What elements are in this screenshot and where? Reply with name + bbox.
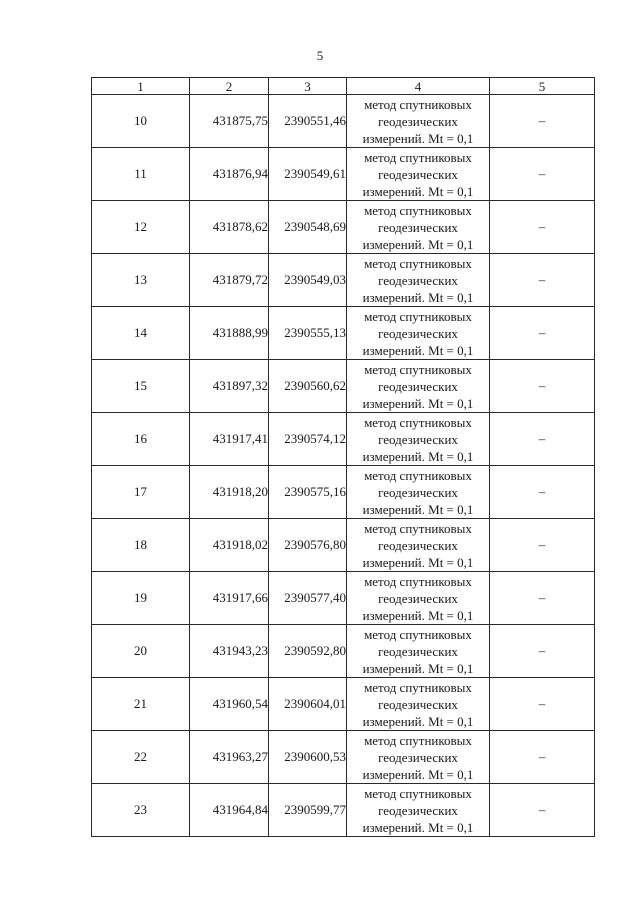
point-number-cell: 22 bbox=[92, 731, 190, 784]
column-5-cell: – bbox=[490, 254, 595, 307]
y-coordinate-cell: 2390599,77 bbox=[269, 784, 347, 837]
method-line: геодезических bbox=[378, 378, 458, 394]
point-number-cell: 14 bbox=[92, 307, 190, 360]
method-line: геодезических bbox=[378, 484, 458, 500]
x-coordinate-cell: 431878,62 bbox=[190, 201, 269, 254]
method-cell bbox=[347, 678, 490, 731]
table-row bbox=[92, 201, 595, 254]
point-number-cell: 11 bbox=[92, 148, 190, 201]
point-number-cell: 15 bbox=[92, 360, 190, 413]
y-coordinate-cell: 2390575,16 bbox=[269, 466, 347, 519]
table-row bbox=[92, 678, 595, 731]
column-header-1: 1 bbox=[92, 78, 190, 95]
x-coordinate-cell: 431917,66 bbox=[190, 572, 269, 625]
table-row bbox=[92, 784, 595, 837]
method-line: геодезических bbox=[378, 113, 458, 129]
column-5-cell: – bbox=[490, 148, 595, 201]
method-line: геодезических bbox=[378, 537, 458, 553]
method-line: метод спутниковых bbox=[364, 414, 472, 430]
method-cell bbox=[347, 519, 490, 572]
method-line: измерений. Mt = 0,1 bbox=[362, 713, 474, 729]
method-cell bbox=[347, 625, 490, 678]
page-number: 5 bbox=[316, 48, 324, 63]
method-line: измерений. Mt = 0,1 bbox=[362, 554, 474, 570]
method-line: геодезических bbox=[378, 643, 458, 659]
method-cell bbox=[347, 572, 490, 625]
x-coordinate-cell: 431879,72 bbox=[190, 254, 269, 307]
table-row bbox=[92, 148, 595, 201]
method-line: измерений. Mt = 0,1 bbox=[362, 448, 474, 464]
x-coordinate-cell: 431918,20 bbox=[190, 466, 269, 519]
point-number-cell: 17 bbox=[92, 466, 190, 519]
column-header-5: 5 bbox=[490, 78, 595, 95]
table-row bbox=[92, 625, 595, 678]
method-line: метод спутниковых bbox=[364, 96, 472, 112]
point-number-cell: 10 bbox=[92, 95, 190, 148]
point-number-cell: 12 bbox=[92, 201, 190, 254]
method-cell bbox=[347, 307, 490, 360]
method-cell bbox=[347, 731, 490, 784]
table-row bbox=[92, 95, 595, 148]
method-line: геодезических bbox=[378, 590, 458, 606]
method-line: метод спутниковых bbox=[364, 467, 472, 483]
y-coordinate-cell: 2390549,03 bbox=[269, 254, 347, 307]
method-line: измерений. Mt = 0,1 bbox=[362, 395, 474, 411]
method-line: метод спутниковых bbox=[364, 520, 472, 536]
point-number-cell: 21 bbox=[92, 678, 190, 731]
method-cell bbox=[347, 201, 490, 254]
point-number-cell: 23 bbox=[92, 784, 190, 837]
y-coordinate-cell: 2390604,01 bbox=[269, 678, 347, 731]
method-line: геодезических bbox=[378, 431, 458, 447]
method-line: геодезических bbox=[378, 219, 458, 235]
method-line: измерений. Mt = 0,1 bbox=[362, 130, 474, 146]
x-coordinate-cell: 431897,32 bbox=[190, 360, 269, 413]
x-coordinate-cell: 431875,75 bbox=[190, 95, 269, 148]
method-line: измерений. Mt = 0,1 bbox=[362, 342, 474, 358]
method-line: геодезических bbox=[378, 696, 458, 712]
x-coordinate-cell: 431960,54 bbox=[190, 678, 269, 731]
x-coordinate-cell: 431964,84 bbox=[190, 784, 269, 837]
column-5-cell: – bbox=[490, 784, 595, 837]
method-line: геодезических bbox=[378, 272, 458, 288]
method-line: метод спутниковых bbox=[364, 149, 472, 165]
method-line: метод спутниковых bbox=[364, 202, 472, 218]
table-row bbox=[92, 307, 595, 360]
column-header-4: 4 bbox=[347, 78, 490, 95]
y-coordinate-cell: 2390551,46 bbox=[269, 95, 347, 148]
column-5-cell: – bbox=[490, 572, 595, 625]
point-number-cell: 18 bbox=[92, 519, 190, 572]
method-line: измерений. Mt = 0,1 bbox=[362, 289, 474, 305]
y-coordinate-cell: 2390549,61 bbox=[269, 148, 347, 201]
method-line: измерений. Mt = 0,1 bbox=[362, 501, 474, 517]
column-5-cell: – bbox=[490, 678, 595, 731]
table-header bbox=[92, 78, 595, 95]
column-5-cell: – bbox=[490, 466, 595, 519]
column-5-cell: – bbox=[490, 360, 595, 413]
method-line: измерений. Mt = 0,1 bbox=[362, 766, 474, 782]
method-line: геодезических bbox=[378, 166, 458, 182]
table-row bbox=[92, 466, 595, 519]
y-coordinate-cell: 2390555,13 bbox=[269, 307, 347, 360]
method-line: метод спутниковых bbox=[364, 308, 472, 324]
point-number-cell: 16 bbox=[92, 413, 190, 466]
y-coordinate-cell: 2390576,80 bbox=[269, 519, 347, 572]
y-coordinate-cell: 2390592,80 bbox=[269, 625, 347, 678]
method-cell bbox=[347, 413, 490, 466]
header-row bbox=[92, 78, 595, 95]
column-5-cell: – bbox=[490, 625, 595, 678]
point-number-cell: 20 bbox=[92, 625, 190, 678]
x-coordinate-cell: 431888,99 bbox=[190, 307, 269, 360]
column-5-cell: – bbox=[490, 519, 595, 572]
method-cell bbox=[347, 360, 490, 413]
x-coordinate-cell: 431963,27 bbox=[190, 731, 269, 784]
method-line: измерений. Mt = 0,1 bbox=[362, 660, 474, 676]
column-5-cell: – bbox=[490, 95, 595, 148]
method-line: метод спутниковых bbox=[364, 573, 472, 589]
y-coordinate-cell: 2390548,69 bbox=[269, 201, 347, 254]
column-header-2: 2 bbox=[190, 78, 269, 95]
y-coordinate-cell: 2390577,40 bbox=[269, 572, 347, 625]
table-body bbox=[92, 95, 595, 837]
table-row bbox=[92, 254, 595, 307]
y-coordinate-cell: 2390560,62 bbox=[269, 360, 347, 413]
x-coordinate-cell: 431943,23 bbox=[190, 625, 269, 678]
method-line: метод спутниковых bbox=[364, 361, 472, 377]
method-line: измерений. Mt = 0,1 bbox=[362, 819, 474, 835]
x-coordinate-cell: 431876,94 bbox=[190, 148, 269, 201]
column-5-cell: – bbox=[490, 413, 595, 466]
point-number-cell: 19 bbox=[92, 572, 190, 625]
x-coordinate-cell: 431918,02 bbox=[190, 519, 269, 572]
method-line: геодезических bbox=[378, 749, 458, 765]
column-5-cell: – bbox=[490, 731, 595, 784]
method-line: метод спутниковых bbox=[364, 255, 472, 271]
method-line: измерений. Mt = 0,1 bbox=[362, 607, 474, 623]
table-row bbox=[92, 360, 595, 413]
method-cell bbox=[347, 95, 490, 148]
table-row bbox=[92, 572, 595, 625]
method-cell bbox=[347, 148, 490, 201]
column-header-3: 3 bbox=[269, 78, 347, 95]
column-5-cell: – bbox=[490, 201, 595, 254]
method-line: метод спутниковых bbox=[364, 732, 472, 748]
method-line: метод спутниковых bbox=[364, 626, 472, 642]
coordinates-table bbox=[91, 77, 595, 837]
method-line: метод спутниковых bbox=[364, 785, 472, 801]
x-coordinate-cell: 431917,41 bbox=[190, 413, 269, 466]
table-row bbox=[92, 413, 595, 466]
table-row bbox=[92, 519, 595, 572]
method-cell bbox=[347, 466, 490, 519]
method-cell bbox=[347, 254, 490, 307]
method-line: геодезических bbox=[378, 802, 458, 818]
method-cell bbox=[347, 784, 490, 837]
method-line: геодезических bbox=[378, 325, 458, 341]
method-line: измерений. Mt = 0,1 bbox=[362, 183, 474, 199]
table-row bbox=[92, 731, 595, 784]
column-5-cell: – bbox=[490, 307, 595, 360]
point-number-cell: 13 bbox=[92, 254, 190, 307]
method-line: измерений. Mt = 0,1 bbox=[362, 236, 474, 252]
method-line: метод спутниковых bbox=[364, 679, 472, 695]
y-coordinate-cell: 2390574,12 bbox=[269, 413, 347, 466]
y-coordinate-cell: 2390600,53 bbox=[269, 731, 347, 784]
